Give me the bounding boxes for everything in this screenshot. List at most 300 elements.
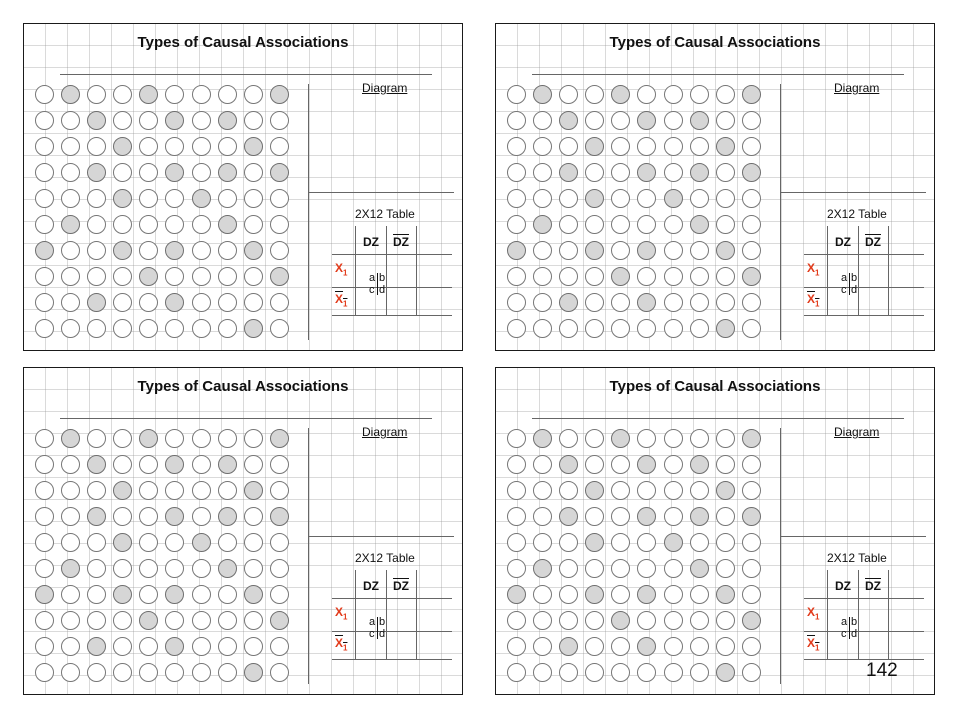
shaded-dot <box>585 241 604 260</box>
empty-dot <box>165 611 184 630</box>
empty-dot <box>192 241 211 260</box>
dot-grid <box>507 429 765 682</box>
empty-dot <box>507 163 526 182</box>
empty-dot <box>87 215 106 234</box>
empty-dot <box>165 429 184 448</box>
table-label: 2X12 Table <box>827 207 887 221</box>
empty-dot <box>218 429 237 448</box>
row-header-subscript: 1 <box>343 612 348 622</box>
shaded-dot <box>87 637 106 656</box>
empty-dot <box>244 611 263 630</box>
horizontal-divider <box>780 536 926 537</box>
empty-dot <box>61 267 80 286</box>
empty-dot <box>742 585 761 604</box>
empty-dot <box>113 215 132 234</box>
empty-dot <box>637 267 656 286</box>
empty-dot <box>664 481 683 500</box>
empty-dot <box>507 533 526 552</box>
row-header-subscript: 1 <box>343 268 348 278</box>
empty-dot <box>218 533 237 552</box>
table-line <box>804 631 924 632</box>
empty-dot <box>35 137 54 156</box>
empty-dot <box>165 85 184 104</box>
empty-dot <box>611 163 630 182</box>
empty-dot <box>533 663 552 682</box>
empty-dot <box>690 137 709 156</box>
empty-dot <box>35 455 54 474</box>
empty-dot <box>35 533 54 552</box>
row-header-not-x1 <box>335 292 347 308</box>
empty-dot <box>139 585 158 604</box>
table-cells <box>369 617 387 640</box>
shaded-dot <box>165 111 184 130</box>
shaded-dot <box>61 559 80 578</box>
shaded-dot <box>559 507 578 526</box>
table-line <box>332 254 452 255</box>
empty-dot <box>533 163 552 182</box>
empty-dot <box>165 267 184 286</box>
empty-dot <box>559 663 578 682</box>
shaded-dot <box>585 481 604 500</box>
empty-dot <box>61 637 80 656</box>
empty-dot <box>87 137 106 156</box>
empty-dot <box>270 319 289 338</box>
empty-dot <box>585 267 604 286</box>
shaded-dot <box>559 163 578 182</box>
empty-dot <box>637 189 656 208</box>
cell-b: b <box>379 272 386 285</box>
empty-dot <box>742 663 761 682</box>
empty-dot <box>35 111 54 130</box>
shaded-dot <box>507 585 526 604</box>
empty-dot <box>192 481 211 500</box>
empty-dot <box>611 319 630 338</box>
shaded-dot <box>637 455 656 474</box>
empty-dot <box>690 267 709 286</box>
table-line <box>332 631 452 632</box>
empty-dot <box>35 611 54 630</box>
cell-c: c <box>369 283 375 296</box>
empty-dot <box>139 481 158 500</box>
empty-dot <box>690 85 709 104</box>
empty-dot <box>139 241 158 260</box>
shaded-dot <box>585 585 604 604</box>
empty-dot <box>637 215 656 234</box>
empty-dot <box>690 429 709 448</box>
shaded-dot <box>244 137 263 156</box>
empty-dot <box>559 241 578 260</box>
shaded-dot <box>35 585 54 604</box>
table-line <box>858 226 859 316</box>
shaded-dot <box>165 163 184 182</box>
shaded-dot <box>192 533 211 552</box>
table-line <box>416 570 417 660</box>
table-line <box>827 226 828 316</box>
shaded-dot <box>270 507 289 526</box>
empty-dot <box>218 481 237 500</box>
table-line <box>804 598 924 599</box>
empty-dot <box>61 611 80 630</box>
empty-dot <box>507 319 526 338</box>
empty-dot <box>690 189 709 208</box>
empty-dot <box>664 663 683 682</box>
shaded-dot <box>716 137 735 156</box>
empty-dot <box>585 663 604 682</box>
shaded-dot <box>113 189 132 208</box>
vertical-divider <box>780 428 781 684</box>
empty-dot <box>585 507 604 526</box>
empty-dot <box>61 455 80 474</box>
empty-dot <box>559 611 578 630</box>
column-header-not-dz: $\overline{DZ}$ <box>393 579 409 593</box>
table-label: 2X12 Table <box>355 207 415 221</box>
empty-dot <box>559 319 578 338</box>
empty-dot <box>87 85 106 104</box>
shaded-dot <box>270 611 289 630</box>
empty-dot <box>637 611 656 630</box>
empty-dot <box>61 533 80 552</box>
shaded-dot <box>690 559 709 578</box>
row-header-subscript: 1 <box>815 643 820 653</box>
empty-dot <box>139 137 158 156</box>
empty-dot <box>192 85 211 104</box>
cell-c: c <box>841 627 847 640</box>
empty-dot <box>664 429 683 448</box>
empty-dot <box>611 293 630 312</box>
cell-a: a <box>369 616 376 629</box>
page-number: 142 <box>866 660 898 681</box>
empty-dot <box>559 585 578 604</box>
empty-dot <box>35 189 54 208</box>
empty-dot <box>192 267 211 286</box>
empty-dot <box>533 481 552 500</box>
empty-dot <box>507 189 526 208</box>
shaded-dot <box>716 481 735 500</box>
diagram-label: Diagram <box>362 81 408 95</box>
empty-dot <box>192 611 211 630</box>
empty-dot <box>218 293 237 312</box>
diagram-label: Diagram <box>834 81 880 95</box>
empty-dot <box>742 137 761 156</box>
empty-dot <box>664 163 683 182</box>
row-header-not-x1 <box>807 292 819 308</box>
slide-title: Types of Causal Associations <box>137 378 349 395</box>
shaded-dot <box>611 85 630 104</box>
shaded-dot <box>244 319 263 338</box>
empty-dot <box>559 559 578 578</box>
table-cells <box>841 273 859 296</box>
empty-dot <box>507 267 526 286</box>
table-line <box>332 598 452 599</box>
empty-dot <box>61 663 80 682</box>
shaded-dot <box>87 163 106 182</box>
empty-dot <box>270 111 289 130</box>
empty-dot <box>533 637 552 656</box>
empty-dot <box>244 507 263 526</box>
empty-dot <box>664 611 683 630</box>
empty-dot <box>559 481 578 500</box>
empty-dot <box>716 611 735 630</box>
column-header-not-dz: $\overline{DZ}$ <box>865 235 881 249</box>
empty-dot <box>533 455 552 474</box>
empty-dot <box>270 559 289 578</box>
table-line <box>355 570 356 660</box>
shaded-dot <box>716 663 735 682</box>
shaded-dot <box>139 267 158 286</box>
slide-4 <box>495 367 935 695</box>
empty-dot <box>218 637 237 656</box>
empty-dot <box>244 111 263 130</box>
shaded-dot <box>742 163 761 182</box>
empty-dot <box>611 585 630 604</box>
empty-dot <box>611 455 630 474</box>
shaded-dot <box>218 559 237 578</box>
empty-dot <box>87 611 106 630</box>
empty-dot <box>716 559 735 578</box>
shaded-dot <box>218 507 237 526</box>
shaded-dot <box>533 559 552 578</box>
shaded-dot <box>165 637 184 656</box>
shaded-dot <box>716 319 735 338</box>
empty-dot <box>507 507 526 526</box>
shaded-dot <box>742 267 761 286</box>
empty-dot <box>270 215 289 234</box>
cell-d: d <box>851 283 858 296</box>
empty-dot <box>637 85 656 104</box>
empty-dot <box>664 319 683 338</box>
empty-dot <box>113 507 132 526</box>
empty-dot <box>507 663 526 682</box>
column-header-not-dz: $\overline{DZ}$ <box>865 579 881 593</box>
empty-dot <box>742 481 761 500</box>
empty-dot <box>192 111 211 130</box>
cell-b: b <box>851 272 858 285</box>
shaded-dot <box>559 637 578 656</box>
shaded-dot <box>139 611 158 630</box>
empty-dot <box>113 85 132 104</box>
shaded-dot <box>218 455 237 474</box>
empty-dot <box>87 319 106 338</box>
empty-dot <box>61 481 80 500</box>
table-line <box>332 659 452 660</box>
table-line <box>804 315 924 316</box>
empty-dot <box>637 319 656 338</box>
table-line <box>332 315 452 316</box>
empty-dot <box>35 267 54 286</box>
row-header-letter: X <box>335 605 344 619</box>
shaded-dot <box>637 111 656 130</box>
cell-c: c <box>841 283 847 296</box>
empty-dot <box>218 611 237 630</box>
empty-dot <box>611 241 630 260</box>
shaded-dot <box>270 163 289 182</box>
table-line <box>858 570 859 660</box>
empty-dot <box>87 189 106 208</box>
empty-dot <box>716 85 735 104</box>
shaded-dot <box>611 267 630 286</box>
empty-dot <box>716 189 735 208</box>
empty-dot <box>192 137 211 156</box>
empty-dot <box>165 481 184 500</box>
empty-dot <box>218 663 237 682</box>
empty-dot <box>611 507 630 526</box>
empty-dot <box>716 293 735 312</box>
empty-dot <box>270 637 289 656</box>
shaded-dot <box>61 215 80 234</box>
empty-dot <box>664 455 683 474</box>
empty-dot <box>113 663 132 682</box>
empty-dot <box>585 637 604 656</box>
table-line <box>804 254 924 255</box>
shaded-dot <box>716 241 735 260</box>
empty-dot <box>270 189 289 208</box>
empty-dot <box>533 533 552 552</box>
table-line <box>804 659 924 660</box>
empty-dot <box>35 637 54 656</box>
empty-dot <box>165 189 184 208</box>
table-line <box>804 287 924 288</box>
empty-dot <box>165 319 184 338</box>
empty-dot <box>139 533 158 552</box>
empty-dot <box>716 507 735 526</box>
row-header-letter: X <box>335 636 344 650</box>
empty-dot <box>690 611 709 630</box>
empty-dot <box>611 663 630 682</box>
empty-dot <box>716 215 735 234</box>
row-header-letter: X <box>807 292 816 306</box>
empty-dot <box>165 137 184 156</box>
empty-dot <box>585 455 604 474</box>
shaded-dot <box>87 507 106 526</box>
empty-dot <box>192 215 211 234</box>
empty-dot <box>270 455 289 474</box>
shaded-dot <box>165 455 184 474</box>
empty-dot <box>139 559 158 578</box>
horizontal-divider <box>780 192 926 193</box>
empty-dot <box>507 137 526 156</box>
empty-dot <box>35 163 54 182</box>
empty-dot <box>35 663 54 682</box>
empty-dot <box>35 429 54 448</box>
empty-dot <box>218 189 237 208</box>
empty-dot <box>533 507 552 526</box>
row-header-subscript: 1 <box>343 643 348 653</box>
empty-dot <box>533 293 552 312</box>
empty-dot <box>690 585 709 604</box>
empty-dot <box>716 163 735 182</box>
empty-dot <box>192 663 211 682</box>
empty-dot <box>664 585 683 604</box>
shaded-dot <box>507 241 526 260</box>
empty-dot <box>139 637 158 656</box>
vertical-divider <box>308 428 309 684</box>
empty-dot <box>533 267 552 286</box>
empty-dot <box>35 85 54 104</box>
shaded-dot <box>742 507 761 526</box>
title-rule <box>60 418 432 419</box>
shaded-dot <box>637 585 656 604</box>
empty-dot <box>192 455 211 474</box>
row-header-x1 <box>807 605 819 621</box>
row-header-x1 <box>807 261 819 277</box>
empty-dot <box>113 319 132 338</box>
empty-dot <box>35 319 54 338</box>
empty-dot <box>139 663 158 682</box>
shaded-dot <box>113 585 132 604</box>
empty-dot <box>35 559 54 578</box>
empty-dot <box>507 455 526 474</box>
shaded-dot <box>87 111 106 130</box>
empty-dot <box>742 319 761 338</box>
empty-dot <box>507 429 526 448</box>
table-line <box>355 226 356 316</box>
horizontal-divider <box>308 536 454 537</box>
row-header-not-x1 <box>807 636 819 652</box>
shaded-dot <box>637 637 656 656</box>
shaded-dot <box>87 293 106 312</box>
empty-dot <box>244 637 263 656</box>
shaded-dot <box>139 85 158 104</box>
shaded-dot <box>244 241 263 260</box>
empty-dot <box>61 507 80 526</box>
row-header-letter: X <box>807 261 816 275</box>
empty-dot <box>87 429 106 448</box>
empty-dot <box>61 319 80 338</box>
empty-dot <box>585 293 604 312</box>
shaded-dot <box>559 455 578 474</box>
empty-dot <box>113 293 132 312</box>
empty-dot <box>742 293 761 312</box>
empty-dot <box>139 215 158 234</box>
shaded-dot <box>165 585 184 604</box>
title-rule <box>532 418 904 419</box>
empty-dot <box>35 293 54 312</box>
empty-dot <box>533 137 552 156</box>
empty-dot <box>611 215 630 234</box>
empty-dot <box>533 585 552 604</box>
empty-dot <box>664 637 683 656</box>
empty-dot <box>690 293 709 312</box>
empty-dot <box>113 267 132 286</box>
table-line <box>827 570 828 660</box>
shaded-dot <box>664 189 683 208</box>
two-by-two-table <box>332 226 454 318</box>
empty-dot <box>87 533 106 552</box>
column-header-dz: DZ <box>363 235 379 249</box>
horizontal-divider <box>308 192 454 193</box>
empty-dot <box>690 241 709 260</box>
empty-dot <box>664 559 683 578</box>
empty-dot <box>87 267 106 286</box>
empty-dot <box>218 241 237 260</box>
empty-dot <box>218 319 237 338</box>
empty-dot <box>87 559 106 578</box>
row-header-subscript: 1 <box>815 268 820 278</box>
empty-dot <box>507 293 526 312</box>
shaded-dot <box>742 429 761 448</box>
shaded-dot <box>690 215 709 234</box>
empty-dot <box>585 559 604 578</box>
empty-dot <box>270 585 289 604</box>
table-line <box>888 226 889 316</box>
row-header-subscript: 1 <box>815 612 820 622</box>
dot-grid <box>35 429 293 682</box>
shaded-dot <box>218 111 237 130</box>
empty-dot <box>533 111 552 130</box>
table-cells <box>841 617 859 640</box>
table-label: 2X12 Table <box>827 551 887 565</box>
shaded-dot <box>611 429 630 448</box>
